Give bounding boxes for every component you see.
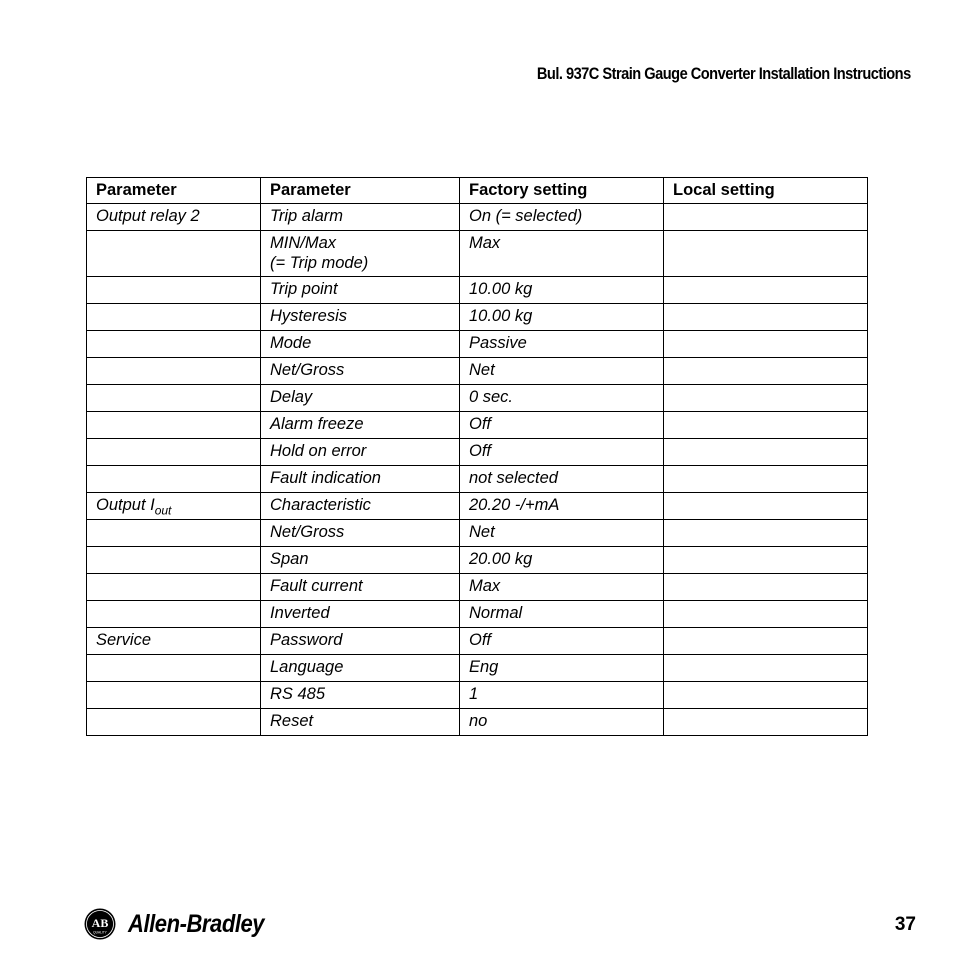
cell-parameter-group bbox=[87, 439, 261, 466]
table-header-row bbox=[87, 178, 868, 204]
cell-parameter: Alarm freeze bbox=[261, 412, 460, 439]
cell-local-setting bbox=[664, 331, 868, 358]
cell-factory-setting: Net bbox=[460, 358, 664, 385]
table-body bbox=[87, 204, 868, 736]
cell-factory-setting: 10.00 kg bbox=[460, 277, 664, 304]
cell-local-setting bbox=[664, 385, 868, 412]
cell-factory-setting: Normal bbox=[460, 601, 664, 628]
table-row bbox=[87, 358, 868, 385]
cell-factory-setting: not selected bbox=[460, 466, 664, 493]
cell-local-setting bbox=[664, 682, 868, 709]
cell-parameter-group bbox=[87, 331, 261, 358]
cell-parameter: Net/Gross bbox=[261, 358, 460, 385]
cell-factory-setting: Max bbox=[460, 574, 664, 601]
cell-parameter: Language bbox=[261, 655, 460, 682]
cell-local-setting bbox=[664, 628, 868, 655]
cell-parameter-group bbox=[87, 493, 261, 520]
table-row bbox=[87, 628, 868, 655]
cell-parameter-group bbox=[87, 358, 261, 385]
table-row bbox=[87, 204, 868, 231]
table-row bbox=[87, 412, 868, 439]
table-row bbox=[87, 493, 868, 520]
logo-subtext: QUALITY bbox=[93, 930, 107, 935]
group-label-subscript: out bbox=[154, 503, 172, 518]
cell-parameter: Hysteresis bbox=[261, 304, 460, 331]
cell-parameter: Net/Gross bbox=[261, 520, 460, 547]
table-row bbox=[87, 331, 868, 358]
cell-parameter-group bbox=[87, 520, 261, 547]
cell-local-setting bbox=[664, 655, 868, 682]
cell-factory-setting: Off bbox=[460, 412, 664, 439]
parameter-settings-table bbox=[86, 177, 868, 736]
table-row bbox=[87, 709, 868, 736]
cell-parameter: RS 485 bbox=[261, 682, 460, 709]
table-row bbox=[87, 304, 868, 331]
cell-factory-setting: 10.00 kg bbox=[460, 304, 664, 331]
cell-parameter-group bbox=[87, 709, 261, 736]
table-row bbox=[87, 655, 868, 682]
cell-parameter: Span bbox=[261, 547, 460, 574]
cell-local-setting bbox=[664, 204, 868, 231]
cell-parameter: Fault current bbox=[261, 574, 460, 601]
table-row bbox=[87, 574, 868, 601]
cell-factory-setting: Off bbox=[460, 439, 664, 466]
cell-parameter-group bbox=[87, 601, 261, 628]
allen-bradley-logo-icon bbox=[84, 908, 116, 940]
group-label: Output I bbox=[96, 496, 155, 514]
cell-local-setting bbox=[664, 439, 868, 466]
table-row bbox=[87, 547, 868, 574]
cell-local-setting bbox=[664, 547, 868, 574]
cell-parameter-group: Service bbox=[87, 628, 261, 655]
table-row bbox=[87, 231, 868, 277]
table-row bbox=[87, 385, 868, 412]
cell-factory-setting: On (= selected) bbox=[460, 204, 664, 231]
cell-parameter-group bbox=[87, 682, 261, 709]
cell-factory-setting: Passive bbox=[460, 331, 664, 358]
cell-factory-setting: 0 sec. bbox=[460, 385, 664, 412]
cell-parameter: Hold on error bbox=[261, 439, 460, 466]
cell-local-setting bbox=[664, 231, 868, 277]
cell-factory-setting: 20.00 kg bbox=[460, 547, 664, 574]
cell-local-setting bbox=[664, 304, 868, 331]
cell-local-setting bbox=[664, 709, 868, 736]
cell-parameter-group bbox=[87, 385, 261, 412]
document-header-title: Bul. 937C Strain Gauge Converter Installation Instructions bbox=[537, 64, 911, 83]
column-header-parameter: Parameter bbox=[261, 178, 460, 204]
cell-factory-setting: Eng bbox=[460, 655, 664, 682]
cell-parameter-group bbox=[87, 277, 261, 304]
cell-local-setting bbox=[664, 601, 868, 628]
cell-parameter-group bbox=[87, 574, 261, 601]
cell-local-setting bbox=[664, 277, 868, 304]
logo-letters: AB bbox=[91, 916, 109, 930]
cell-parameter-group bbox=[87, 304, 261, 331]
cell-parameter: Trip alarm bbox=[261, 204, 460, 231]
column-header-parameter-group: Parameter bbox=[87, 178, 261, 204]
cell-parameter-group bbox=[87, 655, 261, 682]
table-row bbox=[87, 277, 868, 304]
cell-parameter: Fault indication bbox=[261, 466, 460, 493]
column-header-factory-setting: Factory setting bbox=[460, 178, 664, 204]
cell-parameter: Inverted bbox=[261, 601, 460, 628]
table-row bbox=[87, 601, 868, 628]
page-number: 37 bbox=[894, 914, 916, 935]
cell-local-setting bbox=[664, 493, 868, 520]
cell-parameter-group bbox=[87, 547, 261, 574]
cell-local-setting bbox=[664, 358, 868, 385]
cell-parameter-group: Output relay 2 bbox=[87, 204, 261, 231]
cell-parameter-group bbox=[87, 466, 261, 493]
cell-local-setting bbox=[664, 520, 868, 547]
cell-parameter: MIN/Max (= Trip mode) bbox=[261, 231, 460, 277]
table-row bbox=[87, 466, 868, 493]
cell-parameter-group bbox=[87, 231, 261, 277]
table-row bbox=[87, 439, 868, 466]
cell-factory-setting: no bbox=[460, 709, 664, 736]
cell-local-setting bbox=[664, 412, 868, 439]
cell-parameter: Trip point bbox=[261, 277, 460, 304]
cell-factory-setting: Net bbox=[460, 520, 664, 547]
cell-factory-setting: 20.20 -/+mA bbox=[460, 493, 664, 520]
cell-local-setting bbox=[664, 466, 868, 493]
cell-parameter: Delay bbox=[261, 385, 460, 412]
cell-parameter: Password bbox=[261, 628, 460, 655]
cell-parameter: Reset bbox=[261, 709, 460, 736]
column-header-local-setting: Local setting bbox=[664, 178, 868, 204]
cell-parameter-group bbox=[87, 412, 261, 439]
cell-parameter: Mode bbox=[261, 331, 460, 358]
cell-parameter: Characteristic bbox=[261, 493, 460, 520]
cell-factory-setting: Off bbox=[460, 628, 664, 655]
cell-local-setting bbox=[664, 574, 868, 601]
footer-brand bbox=[84, 908, 283, 940]
table-row bbox=[87, 520, 868, 547]
cell-factory-setting: Max bbox=[460, 231, 664, 277]
table-row bbox=[87, 682, 868, 709]
brand-name: Allen-Bradley bbox=[128, 909, 265, 938]
cell-factory-setting: 1 bbox=[460, 682, 664, 709]
